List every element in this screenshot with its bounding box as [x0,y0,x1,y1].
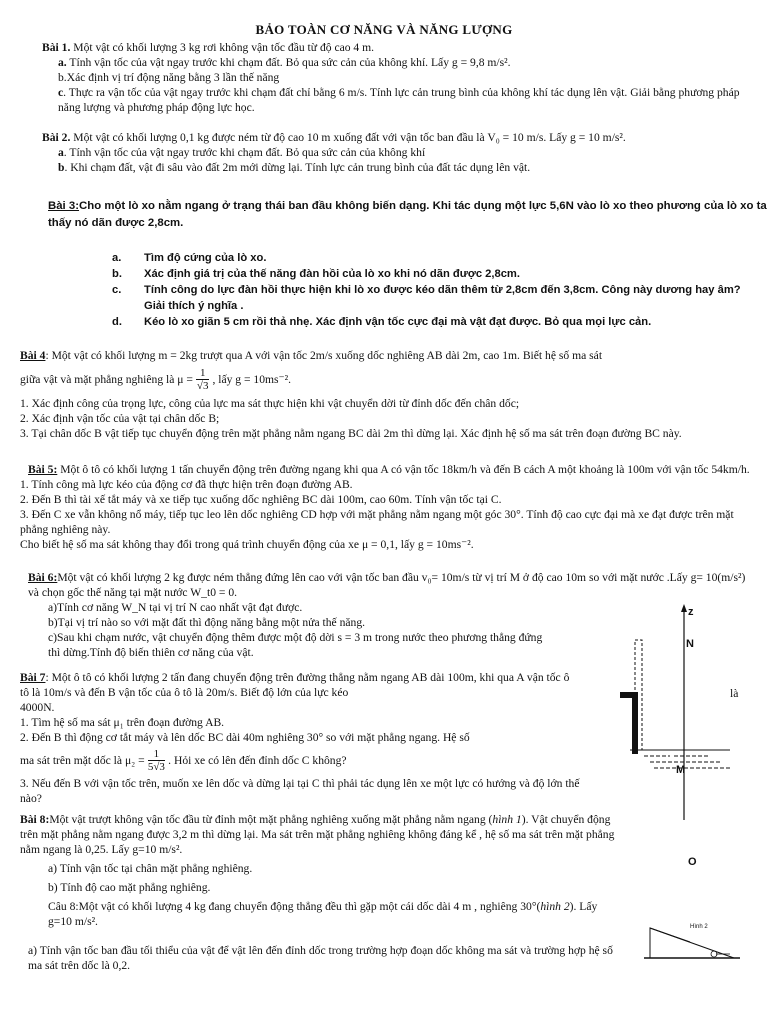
bai-6-b: b)Tại vị trí nào so với mặt đất thì động năng bằng một nửa thế năng. [48,616,366,629]
bai-1-c: . Thực ra vận tốc của vật ngay trước khi chạm đất chỉ bằng 6 m/s. Tính lực cản trung bình của không khí tác dụng lên vật. Giải bằng phương pháp năng lượng và phương pháp động lực học. [58,86,740,114]
bai-3-list [112,250,752,330]
bai-7-intro: : Một ô tô có khối lượng 2 tấn đang chuyển động trên đường thẳng nằm ngang AB dài 100m, khi qua A vận tốc ô tô là 10m/s và đến B vận tốc của ô tô là 20m/s. Biết độ lớn của lực kéo [20,671,570,699]
bai-5-i3: 3. Đến C xe vẫn không nổ máy, tiếp tục leo lên dốc nghiêng CD hợp với mặt phẳng nằm ngang một góc 30°. Tính độ cao cực đại mà xe đạt được trên mặt phẳng nghiêng này. [20,508,734,536]
bai-1-intro: Một vật có khối lượng 3 kg rơi không vận tốc đầu từ độ cao 4 m. [70,41,375,54]
bai-3-intro: Cho một lò xo nằm ngang ở trạng thái ban đầu không biến dạng. Khi tác dụng một lực 5,6N vào lò xo theo phương của lò xo ta thấy nó dãn được 2,8cm. [48,200,767,229]
list-item: a. Tìm độ cứng của lò xo. [112,252,267,264]
bai-4-intro: : Một vật có khối lượng m = 2kg trượt qua A với vận tốc 2m/s xuống dốc nghiêng AB dài 2m, cao 1m. Biết hệ số ma sát [45,349,603,362]
bai-5-intro: Một ô tô có khối lượng 1 tấn chuyển động trên đường ngang khi qua A có vận tốc 18km/h và đến B cách A một khoảng là 100m với vận tốc 54km/h. [57,463,750,476]
bai-7-i2c: . Hỏi xe có lên đến đỉnh dốc C không? [168,754,347,767]
bai-3-head: Bài 3: [48,200,80,212]
bai-4-i1: 1. Xác định công của trọng lực, công của lực ma sát thực hiện khi vật chuyển dời từ đỉnh dốc đến chân dốc; [20,397,520,410]
bai-7-i2b: ma sát trên mặt dốc là μ₂ = [20,754,145,767]
bai-4-head: Bài 4 [20,349,46,362]
bai-5-i2: 2. Đến B thì tài xế tắt máy và xe tiếp tục xuống dốc nghiêng BC dài 100m, cao 60m. Tính vận tốc tại C. [20,493,502,506]
label-n: N [686,638,694,650]
fraction: $\frac{1}{5√3}$ [147,748,165,773]
bai-2-a: . Tính vận tốc của vật ngay trước khi chạm đất. Bỏ qua sức cản của không khí [63,146,426,159]
bai-2-a-label: a [58,146,64,159]
bai-2-b-label: b [58,161,65,174]
bai-2-head: Bài 2. [42,131,71,144]
bai-7-head: Bài 7 [20,671,46,684]
label-z: z [688,606,694,618]
platform-pillar [632,692,638,754]
bai-8-b: b) Tính độ cao mặt phẳng nghiêng. [48,881,211,894]
bai-6-head: Bài 6: [28,571,58,584]
bai-4 [20,348,750,441]
label-m: M [676,764,686,776]
bai-8-a: a) Tính vận tốc tại chân mặt phẳng nghiêng. [48,862,253,875]
bai-8: Bài 8:Một vật trượt không vận tốc đầu từ đỉnh một mặt phẳng nghiêng xuống mặt phẳng nằm ngang (hình 1). Vật chuyển động trên mặt phẳng nằm ngang được 3,2 m thì dừng lại. Ma sát trên mặt phẳng nghiêng không đáng kể , hệ số ma sát trên mặt phẳng nằm ngang là 0,25. Lấy g=10 m/s². a) Tính vận tốc tại chân mặt phẳng nghiêng. b) Tính độ cao mặt phẳng nghiêng. Câu 8:Một vật có khối lượng 4 kg đang chuyển động thẳng đều thì gặp một cái dốc dài 4 m , nghiêng 30°(hình 2). Lấy g=10 m/s². a) Tính vận tốc ban đầu tối thiểu của vật để vật lên đến đỉnh dốc trong trường hợp đoạn dốc không ma sát và trường hợp hệ số ma sát trên dốc là 0,2. [20,812,620,973]
bai-4-i3: 3. Tại chân dốc B vật tiếp tục chuyển động trên mặt phẳng nằm ngang BC dài 2m thì dừng lại. Xác định hệ số ma sát trên đoạn đường BC này. [20,427,682,440]
z-arrow-icon [681,604,687,612]
bai-7-force: 4000N. [20,701,55,714]
cau-8-a: a) Tính vận tốc ban đầu tối thiểu của vật để vật lên đến đỉnh dốc trong trường hợp đoạn dốc không ma sát và trường hợp hệ số ma sát trên dốc là 0,2. [28,944,613,972]
label-hinh-2: Hình 2 [690,924,708,930]
cau-8: Câu 8:Một vật có khối lượng 4 kg đang chuyển động thẳng đều thì gặp một cái dốc dài 4 m , nghiêng 30°( [48,900,541,913]
bai-5-i4: Cho biết hệ số ma sát không thay đổi trong quá trình chuyển động của xe μ = 0,1, lấy g = 10ms⁻². [20,538,474,551]
bai-3 [20,198,768,232]
bai-7-i2: 2. Đến B thì động cơ tắt máy và lên dốc BC dài 40m nghiêng 30° so với mặt phẳng ngang. Hệ số [20,731,470,744]
bai-1-c-label: c [58,86,64,99]
bai-2 [20,130,750,175]
bai-1-a-label: a. [58,56,67,69]
bai-2-b: . Khi chạm đất, vật đi sâu vào đất 2m mới dừng lại. Tính lực cản trung bình của đất tác dụng lên vật. [64,161,531,174]
bai-4-line2b: , lấy g = 10ms⁻². [212,373,292,386]
bai-2-intro: Một vật có khối lượng 0,1 kg được ném từ độ cao 10 m xuống đất với vận tốc ban đầu là V₀ = 10 m/s. Lấy g = 10 m/s². [70,131,626,144]
bai-1-head: Bài 1. [42,41,71,54]
bai-6-intro: Một vật có khối lượng 2 kg được ném thẳng đứng lên cao với vận tốc ban đầu v₀= 10m/s từ vị trí M ở độ cao 10m so với mặt nước .Lấy g= 10(m/s²) và chọn gốc thế năng tại mặt nước W_t0 = 0. [28,571,746,599]
bai-5-head: Bài 5: [28,463,58,476]
page-title: BẢO TOÀN CƠ NĂNG VÀ NĂNG LƯỢNG [255,22,513,37]
bai-1-a: Tính vận tốc của vật ngay trước khi chạm đất. Bỏ qua sức cản của không khí. Lấy g = 9,8 m/s². [66,56,511,69]
bai-1-b: b.Xác định vị trí động năng bằng 3 lần thế năng [58,71,280,84]
bai-5-i1: 1. Tính công mà lực kéo của động cơ đã thực hiện trên đoạn đường AB. [20,478,353,491]
bai-6-c: c)Sau khi chạm nước, vật chuyển động thêm được một độ dời s = 3 m trong nước theo phương thẳng đứng thì dừng.Tính độ biến thiên cơ năng của vật. [48,631,543,659]
bai-8-head: Bài 8: [20,813,50,826]
list-item: d. Kéo lò xo giãn 5 cm rồi thả nhẹ. Xác định vận tốc cực đại mà vật đạt được. Bỏ qua mọi lực cản. [112,316,652,328]
fraction: $\frac{1}{√3}$ [196,367,209,392]
bai-1 [20,40,750,115]
list-item: b. Xác định giá trị của thế năng đàn hồi của lò xo khi nó dãn được 2,8cm. [112,268,520,280]
bai-7-i1: 1. Tìm hệ số ma sát μ₁ trên đoạn đường AB. [20,716,225,729]
bai-6-figure [610,600,750,830]
bai-7 [20,670,580,806]
bai-4-i2: 2. Xác định vận tốc của vật tại chân dốc B; [20,412,220,425]
bai-6-a: a)Tính cơ năng W_N tại vị trí N cao nhất vật đạt được. [48,601,303,614]
bai-7-i3: 3. Nếu đến B với vận tốc trên, muốn xe lên dốc và dừng lại tại C thì phải tác dụng lên xe một lực có hướng và độ lớn thế nào? [20,777,580,805]
list-item: c. Tính công do lực đàn hồi thực hiện khi lò xo được kéo dãn thêm từ 2,8cm đến 3,8cm. Công này dương hay âm? Giải thích ý nghĩa . [112,284,741,312]
bai-5 [20,462,750,552]
bai-7-la: là [730,687,739,700]
bai-4-line2a: giữa vật và mặt phẳng nghiêng là μ = [20,373,193,386]
label-o: O [688,856,697,868]
